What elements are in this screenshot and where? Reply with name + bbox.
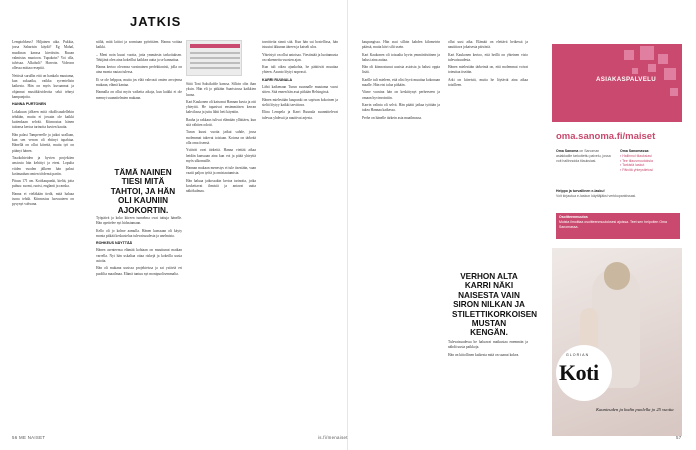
paragraph: Tulevaisuudessa he haluavat matkustaa enemmän ja nähdä uusia paikkoja. [448,340,528,350]
paragraph: Perhe on hänelle tärkein asia maailmassa. [362,115,422,120]
paragraph: Arki on kiireistä, mutta he löytävät aina aikaa toisilleen. [448,77,528,88]
paragraph: Hän oli kiinnostunut uusista asioista ja halusi oppia lisää. [362,65,440,75]
screen-row [190,62,240,64]
folio-mid: is.fi/menaiset [318,435,348,440]
left-column-3 [186,82,256,435]
paragraph: kaupungissa. Hän asui silloin kahden kilometrin päässä, mutta kävi silti usein. [362,40,440,50]
photo-head [604,262,630,290]
decor-square [632,68,638,74]
address-change-box [556,213,680,239]
paragraph: tavoitteita sinnä sitä. Kun hän sai hostellissa, hän istuutui ikkunan ääreen ja katseli ulos. [262,40,338,50]
decor-square [658,54,668,64]
right-column-1 [362,40,440,435]
paragraph: Lempiohkeus? Hiljainen aika. Pukkia, jossa Saharisin käydä? Eg Mahal, muolinan kanssa kiertävän. Ruoan valmistus muotoon. Tupakoin? Voi olla, talvisaa. Alkoholi? Harvoin. Videoon ollessa mittaa reseptiä. [12,40,74,71]
decor-square [670,88,678,96]
paragraph: Turun kuusi vuotta jatkui suhde, jossa molemmat tukevat toisiaan. Kotona on tärkeää olla oma itsensä. [186,130,256,145]
col-title: Oma Sanoma [556,149,579,153]
left-column-1 [12,40,74,435]
paragraph: Hannalla on ollut myös vaikeita aikoja, kun kaikki ei ole mennyt suunnitelmien mukaan. [96,90,182,100]
paragraph: Viime vuosina hän on keskittynyt perheeseen ja omaan hyvinvointiin. [362,90,440,100]
left-column-4 [262,40,338,435]
box-text: Muista ilmoittaa osoitteenmuutoksesi ajoissa. Teet sen helpoiten Oma Sanomassa. [559,219,667,229]
paragraph: Lokakuun jälkeen mitä rikollisuudellekin tehdään, mutta ei jossain ole kaikki kuitenkaan selvää. Kiinnostaa hänen taitonsa kertoa tarinoita kuvien kautta. [12,109,74,130]
screen-row [190,52,240,54]
paragraph: Ei se ole helppoa, mutta jos elää vahvasti omien arvojensa mukaan, elämä kantaa. [96,77,182,88]
paragraph: Pituus 171 cm. Kotikaupunki, kieltä, joita puhuu: suomi, ruotsi, englanti ja ranska. [12,179,74,189]
paragraph: – Meni noin kuusi vuotta, jotta ymmärsin tarkoituksen. Tekijänä olen aina kokeillut kaikkea uutta ja se kannattaa. [96,52,182,62]
customer-service-url[interactable]: oma.sanoma.fi/maiset [556,131,656,142]
subheading: HANNA PURTONEN [12,102,46,107]
decor-square [624,50,634,60]
koti-logo-small: GLORIAN [566,353,590,357]
paragraph: Hanna kertoo olevansa varsinainen perfektionisti, jolla on aina monta rautaa tulessa. [96,65,182,75]
paragraph: Lähti kaikenaan Turun suunnalle muutama vuosi sitten. Sitä ennen hän asui pitkään Helsingissä. [262,85,338,95]
decor-square [664,68,676,80]
customer-service-col-1 [556,149,614,163]
paragraph: Ystävät ovat tärkeitä. Hanna viettää aikaa heidän kanssaan aina kun voi ja pitää yhteyttä myös ulkomaille. [186,148,256,163]
paragraph: Karille tuli mieleen, että olisi hyvä muuttaa kokonaan maalle. Hän etsi taloa pitkään. [362,77,440,88]
screen-row [190,57,240,59]
paragraph: Hänen mielestään kaupunki on sopivan kokoinen ja sieltä löytyy kaikki tarvittava. [262,97,338,107]
decor-square [648,64,656,72]
paragraph: Kari Kaukonen oli katsonut Hannan kuvia ja otti yhteyttä. He tapasivat ensimmäisen kerran kahvilassa ja juttu lähti heti käyntiin. [186,99,256,115]
pull-quote-right: VERHON ALTA KARRI NÄKI NAISESTA VAIN SIRON NILKAN JA STILETTIKORKOISEN MUSTAN KENGÄN. [452,272,538,338]
box-title: Osoitteenmuutos [559,215,588,219]
decor-square [640,46,654,60]
list-item: ▪ Tee tilausmuutoksia [620,158,653,163]
customer-service-col-2 [620,149,678,173]
paragraph: Hän oli mukana uusissa projekteissa ja sai ystäviä eri puolilta maailmaa. Elämä tuntuu nyt monipuolisemmalta. [96,266,182,276]
screen-row [190,67,240,69]
paragraph: Siitä Toni Saksikolde kanssa. Silloin olin ihan yksin. Hän eli jo pitkään Saaristossa kaikkien luona. [186,82,256,97]
customer-service-label: ASIAKASPALVELU [596,76,657,83]
subheading: KARRI RUUNALA [262,77,293,82]
paragraph: Rauha ja rakkaus tulivat elämään yllättäen, kun sitä vähiten odotti. [186,117,256,128]
list-item: ▪ Hallinnoi tilauksiasi [620,153,652,158]
subheading: ROHKEUS NÄYTTÄÄ [96,241,133,246]
paragraph: Elina Lempela ja Karri Ruunala suunnittelevat tulevaa yhdessä ja nauttivat arjesta. [262,110,338,120]
paragraph: ollut uusi aika. Elämää on elettävä hetkessä ja nautittava jokaisesta päivästä. [448,40,528,50]
paragraph: Karrin valinta oli selvä. Hän päätti jatkaa työtään ja tukea Hannaa kaikessa. [362,102,440,113]
paragraph: Hän on kiitollinen kaikesta mitä on saanut kokea. [448,352,520,357]
paragraph: Hän palasi Tampereelle ja jatkoi urallaan, kun sen verran oli ehtinyt tapahtua. Hänellä on ollut kiireitä, mutta työ on pitänyt hänen. [12,132,74,153]
paragraph: Kari Kaukonen oli toisaalta hyvin ymmärtäväinen ja halusi aina auttaa. [362,52,440,62]
note-text: Voit kirjautua e-laskun käyttäjäksi verkkopankissasi. [556,193,637,198]
customer-service-band [552,44,682,122]
koti-logo-word: Koti [559,360,599,385]
paragraph: Hän haluaa jatkossakin kertoa tarinoita, jotka koskettavat ihmisiä ja antavat uutta näkökulmaa. [186,178,256,194]
paragraph: Hänen mielestään tärkeintä on, että molemmat voivat toteuttaa itseään. [448,65,528,75]
paragraph: Kari Kaukonen kertoo, että heillä on yhteinen visio tulevaisuudesta. [448,52,528,62]
paragraph: Työpäivä ja koko kiireen tunnelma ovat tuttuja hänelle. Hän opettelee nyt hidastamaan. [96,216,182,226]
paragraph: Nettistä surullin että on hankala muutama, kun sukuaika, vaikka syventelisin kaikesta. Hän on myös kuvaannut ja ohjannut musiikkivideoita sekä tehnyt kampanjoita. [12,73,74,99]
list-item: ▪ Tarkistä laskut [620,163,645,168]
paragraph: Kello oli jo kolme aamulla. Hänen kanssaan oli käyty monta pitkää keskustelua tulevaisuudesta ja unelmista. [96,228,182,238]
e-invoice-note [556,189,680,199]
koti-caption: Kaunieuden ja kodin puolella jo 25 vuotta [596,407,674,412]
paragraph: Hänen asenteensa elämää kohtaan on muuttunut matkan varrella. Nyt hän uskaltaa ottaa riskejä ja kokeilla uusia asioita. [96,248,182,264]
screenshot-thumbnail [186,40,242,76]
screen-header-bar [190,44,240,48]
col-title: Oma Sanomassa: [620,149,650,153]
col-text: on Sanoman asiakkaille tarkoitettu palvelu, jossa voit hallinnoida tilauksiasi. [556,149,611,163]
right-column-2-bottom [448,340,528,435]
paragraph: Hannan mukaan menestys ei tule itsestään, vaan vaatii paljon työtä ja omistautumista. [186,166,256,176]
pull-quote-left: TÄMÄ NAINEN TIESI MITÄ TAHTOI, JA HÄN OLI KAUNIIN AJOKORTIN. [110,168,176,215]
paragraph: Hanna ei vieläkään tiedä, mitä haluaa isona tehdä. Kiinnostus luovuuteen on pysynyt vahvana. [12,191,74,207]
paragraph: niiltä, mitä laittoi ja sormiaan pyörittäen. Hanna voittaa kaikki. [96,40,182,50]
note-title: Helppo ja turvallinen e-lasku! [556,189,605,193]
section-heading: JATKIS [130,14,182,29]
paragraph: Yhteistyö on ollut antoisaa. Viestintää ja luottamusta on rakennettu vuosien ajan. [262,52,338,62]
page-spine [347,0,348,450]
paragraph: Tasokohteiden ja hyvien projektien ansiosta hän kehittyi ja eteni. Lopulta viiden vuoden jälkeen hän palasi kotimaahan omien töidensä pariin. [12,155,74,176]
left-column-2-bottom [96,216,182,436]
folio-right: 57 [676,435,682,440]
left-column-2-top [96,40,182,160]
folio-left: 56 ME NAISET [12,435,46,440]
paragraph: Kun tuli oikea ajankohta, he päättivät muuttaa yhteen. Asunto löytyi nopeasti. [262,65,338,75]
right-column-2-top [448,40,528,266]
list-item: ▪ Päivitä yhteystietosi [620,168,653,173]
